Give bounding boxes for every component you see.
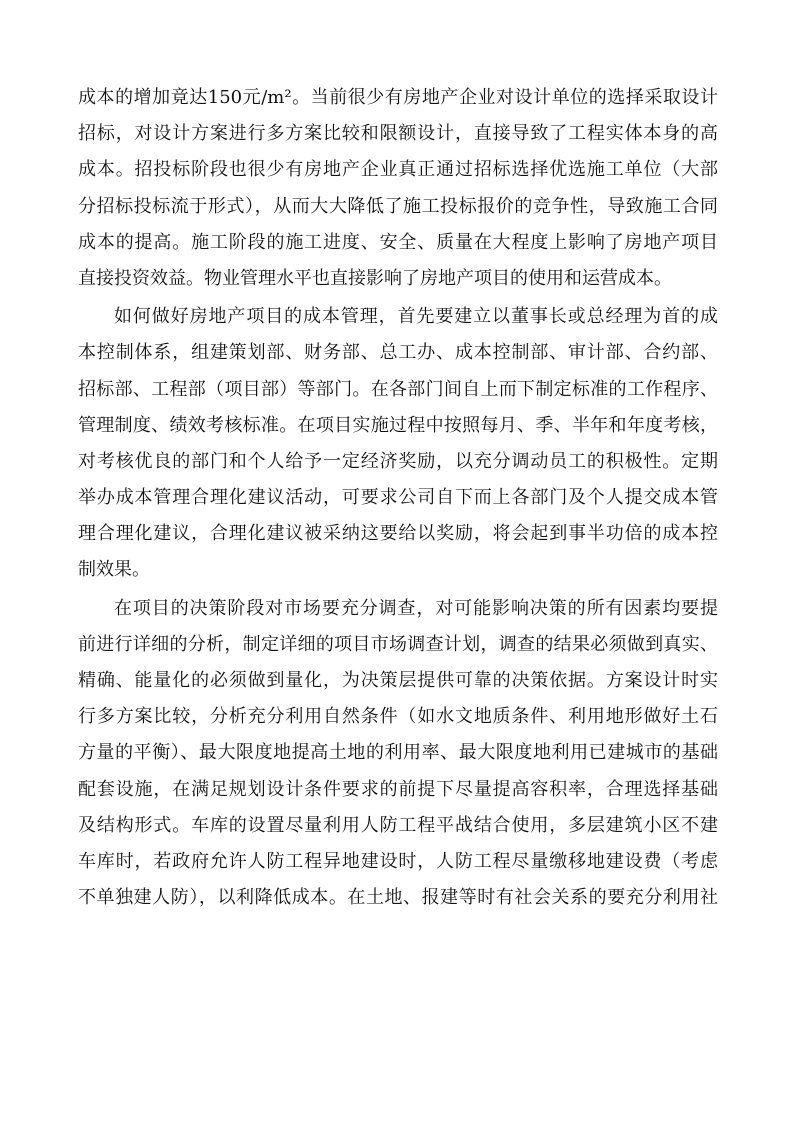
- text-line: 理合理化建议，合理化建议被采纳这要给以奖励，将会起到事半功倍的成本控: [78, 523, 718, 545]
- paragraph-1: [78, 80, 718, 297]
- text-line: 在项目的决策阶段对市场要充分调查，对可能影响决策的所有因素均要提: [114, 597, 718, 619]
- text-line: 前进行详细的分析，制定详细的项目市场调查计划，调查的结果必须做到真实、: [78, 633, 718, 655]
- text-line: 成本的提高。施工阶段的施工进度、安全、质量在大程度上影响了房地产项目: [78, 231, 718, 253]
- text-line: 对考核优良的部门和个人给予一定经济奖励，以充分调动员工的积极性。定期: [78, 450, 718, 472]
- text-line: 不单独建人防），以利降低成本。在土地、报建等时有社会关系的要充分利用社: [78, 887, 718, 909]
- text-line: 车库时，若政府允许人防工程异地建设时，人防工程尽量缴移地建设费（考虑: [78, 850, 718, 872]
- text-line: 方量的平衡）、最大限度地提高土地的利用率、最大限度地利用已建城市的基础: [78, 742, 718, 764]
- text-line: 如何做好房地产项目的成本管理，首先要建立以董事长或总经理为首的成: [114, 306, 718, 328]
- paragraph-2: [78, 299, 718, 589]
- text-line: 直接投资效益。物业管理水平也直接影响了房地产项目的使用和运营成本。: [78, 267, 672, 289]
- paragraph-3: [78, 591, 718, 917]
- text-line: 举办成本管理合理化建议活动，可要求公司自下而上各部门及个人提交成本管: [78, 487, 718, 509]
- text-line: 精确、能量化的必须做到量化，为决策层提供可靠的决策依据。方案设计时实: [78, 670, 718, 691]
- text-line: 招标，对设计方案进行多方案比较和限额设计，直接导致了工程实体本身的高: [78, 123, 718, 145]
- text-line: 及结构形式。车库的设置尽量利用人防工程平战结合使用，多层建筑小区不建: [78, 814, 718, 836]
- text-line: 行多方案比较，分析充分利用自然条件（如水文地质条件、利用地形做好土石: [78, 706, 718, 728]
- text-line: 制效果。: [78, 559, 150, 581]
- text-line: 本控制体系，组建策划部、财务部、总工办、成本控制部、审计部、合约部、: [78, 342, 718, 364]
- document-body: [78, 80, 718, 916]
- text-line: 招标部、工程部（项目部）等部门。在各部门间自上而下制定标准的工作程序、: [78, 378, 718, 400]
- text-line: 成本的增加竟达150元/m²。当前很少有房地产企业对设计单位的选择采取设计: [78, 87, 718, 108]
- text-line: 分招标投标流于形式），从而大大降低了施工投标报价的竞争性，导致施工合同: [78, 195, 718, 217]
- text-line: 配套设施，在满足规划设计条件要求的前提下尽量提高容积率，合理选择基础: [78, 778, 718, 800]
- text-line: 管理制度、绩效考核标准。在项目实施过程中按照每月、季、半年和年度考核，: [78, 414, 718, 436]
- text-line: 成本。招投标阶段也很少有房地产企业真正通过招标选择优选施工单位（大部: [78, 159, 718, 181]
